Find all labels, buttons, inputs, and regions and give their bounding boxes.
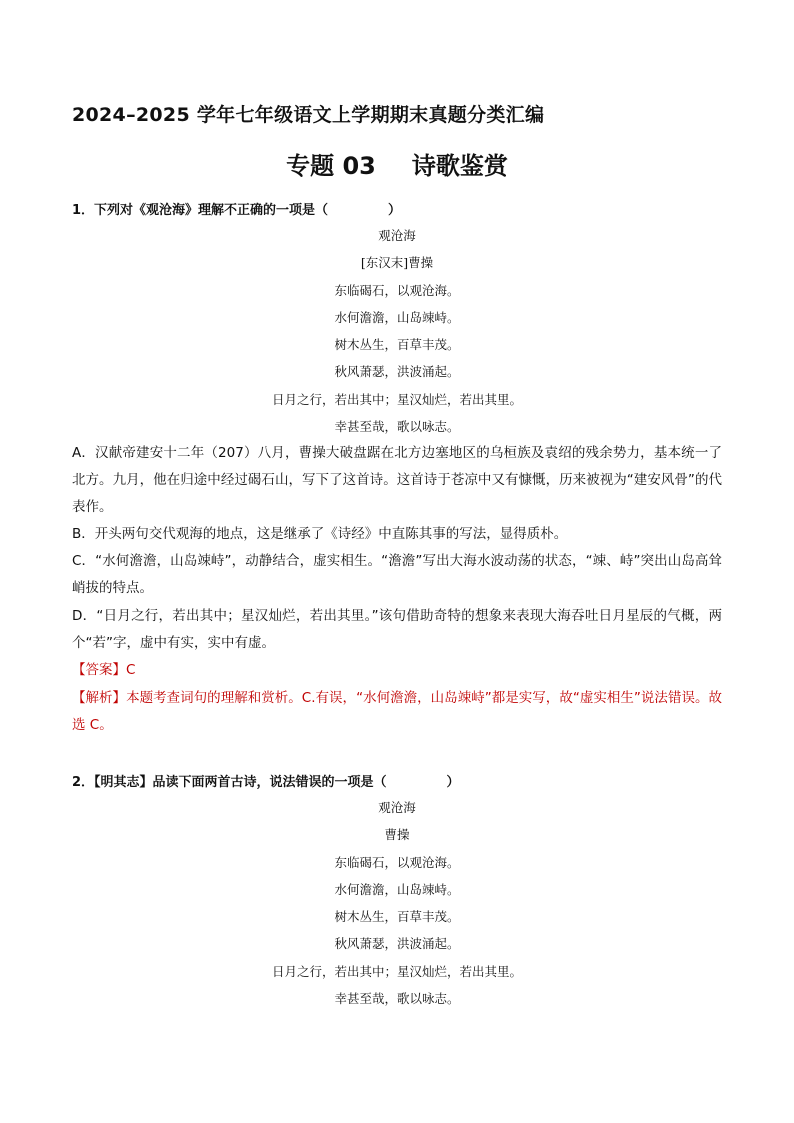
- poem-line: 东临碣石，以观沧海。: [334, 282, 460, 298]
- poem-title: 观沧海: [378, 800, 416, 815]
- poem-title: 观沧海: [378, 228, 416, 243]
- poem-line: 树木丛生，百草丰茂。: [334, 337, 460, 353]
- option-b: B．开头两句交代观海的地点，这是继承了《诗经》中直陈其事的写法，显得质朴。: [72, 526, 568, 542]
- question-1-text: 1．下列对《观沧海》理解不正确的一项是（: [72, 203, 329, 218]
- topic-heading: [0, 146, 794, 181]
- question-2-close: ）: [446, 775, 460, 790]
- poem-line: 日月之行，若出其中；星汉灿烂，若出其里。: [271, 963, 522, 979]
- question-2-prompt: [72, 771, 460, 790]
- question-1-prompt: [72, 199, 401, 218]
- question-2-poem: [0, 794, 794, 1012]
- poem-line: 水何澹澹，山岛竦峙。: [334, 309, 460, 325]
- poem-line: 树木丛生，百草丰茂。: [334, 909, 460, 925]
- poem-line: 日月之行，若出其中；星汉灿烂，若出其里。: [271, 391, 522, 407]
- topic-number: 专题 03: [286, 152, 376, 180]
- question-1-poem: [0, 222, 794, 440]
- poem-line: 水何澹澹，山岛竦峙。: [334, 881, 460, 897]
- poem-author: [东汉末]曹操: [360, 255, 434, 271]
- answer-value: C: [126, 662, 136, 678]
- poem-line: 幸甚至哉，歌以咏志。: [334, 991, 460, 1007]
- option-d: D．“日月之行，若出其中；星汉灿烂，若出其里。”该句借助奇特的想象来表现大海吞吐日月星辰的气概，两个“若”字，虚中有实，实中有虚。: [72, 608, 722, 651]
- option-a: A．汉献帝建安十二年（207）八月，曹操大破盘踞在北方边塞地区的乌桓族及袁绍的残余势力，基本统一了北方。九月，他在归途中经过碣石山，写下了这首诗。这首诗于苍凉中又有慷慨，历来被视为“建安风骨”的代表作。: [72, 445, 722, 515]
- answer-label: 【答案】: [72, 662, 126, 678]
- poem-line: 秋风萧瑟，洪波涌起。: [334, 364, 460, 380]
- poem-line: 幸甚至哉，歌以咏志。: [334, 419, 460, 435]
- document-title: 2024–2025 学年七年级语文上学期期末真题分类汇编: [72, 104, 545, 126]
- poem-line: 秋风萧瑟，洪波涌起。: [334, 936, 460, 952]
- analysis-label: 【解析】: [72, 690, 127, 706]
- analysis-block: [72, 685, 722, 739]
- analysis-text: 本题考查词句的理解和赏析。C.有误，“水何澹澹，山岛竦峙”都是实写，故“虚实相生”说法错误。故选 C。: [72, 690, 723, 733]
- answer-line: [72, 657, 722, 684]
- topic-name: 诗歌鉴赏: [411, 152, 508, 180]
- question-1-close: ）: [388, 203, 402, 218]
- question-2-text: 2．【明其志】品读下面两首古诗，说法错误的一项是（: [72, 775, 387, 790]
- poem-line: 东临碣石，以观沧海。: [334, 854, 460, 870]
- option-c: C．“水何澹澹，山岛竦峙”，动静结合，虚实相生。“澹澹”写出大海水波动荡的状态，“竦、峙”突出山岛高耸峭拔的特点。: [72, 553, 722, 596]
- poem-author: 曹操: [384, 827, 410, 843]
